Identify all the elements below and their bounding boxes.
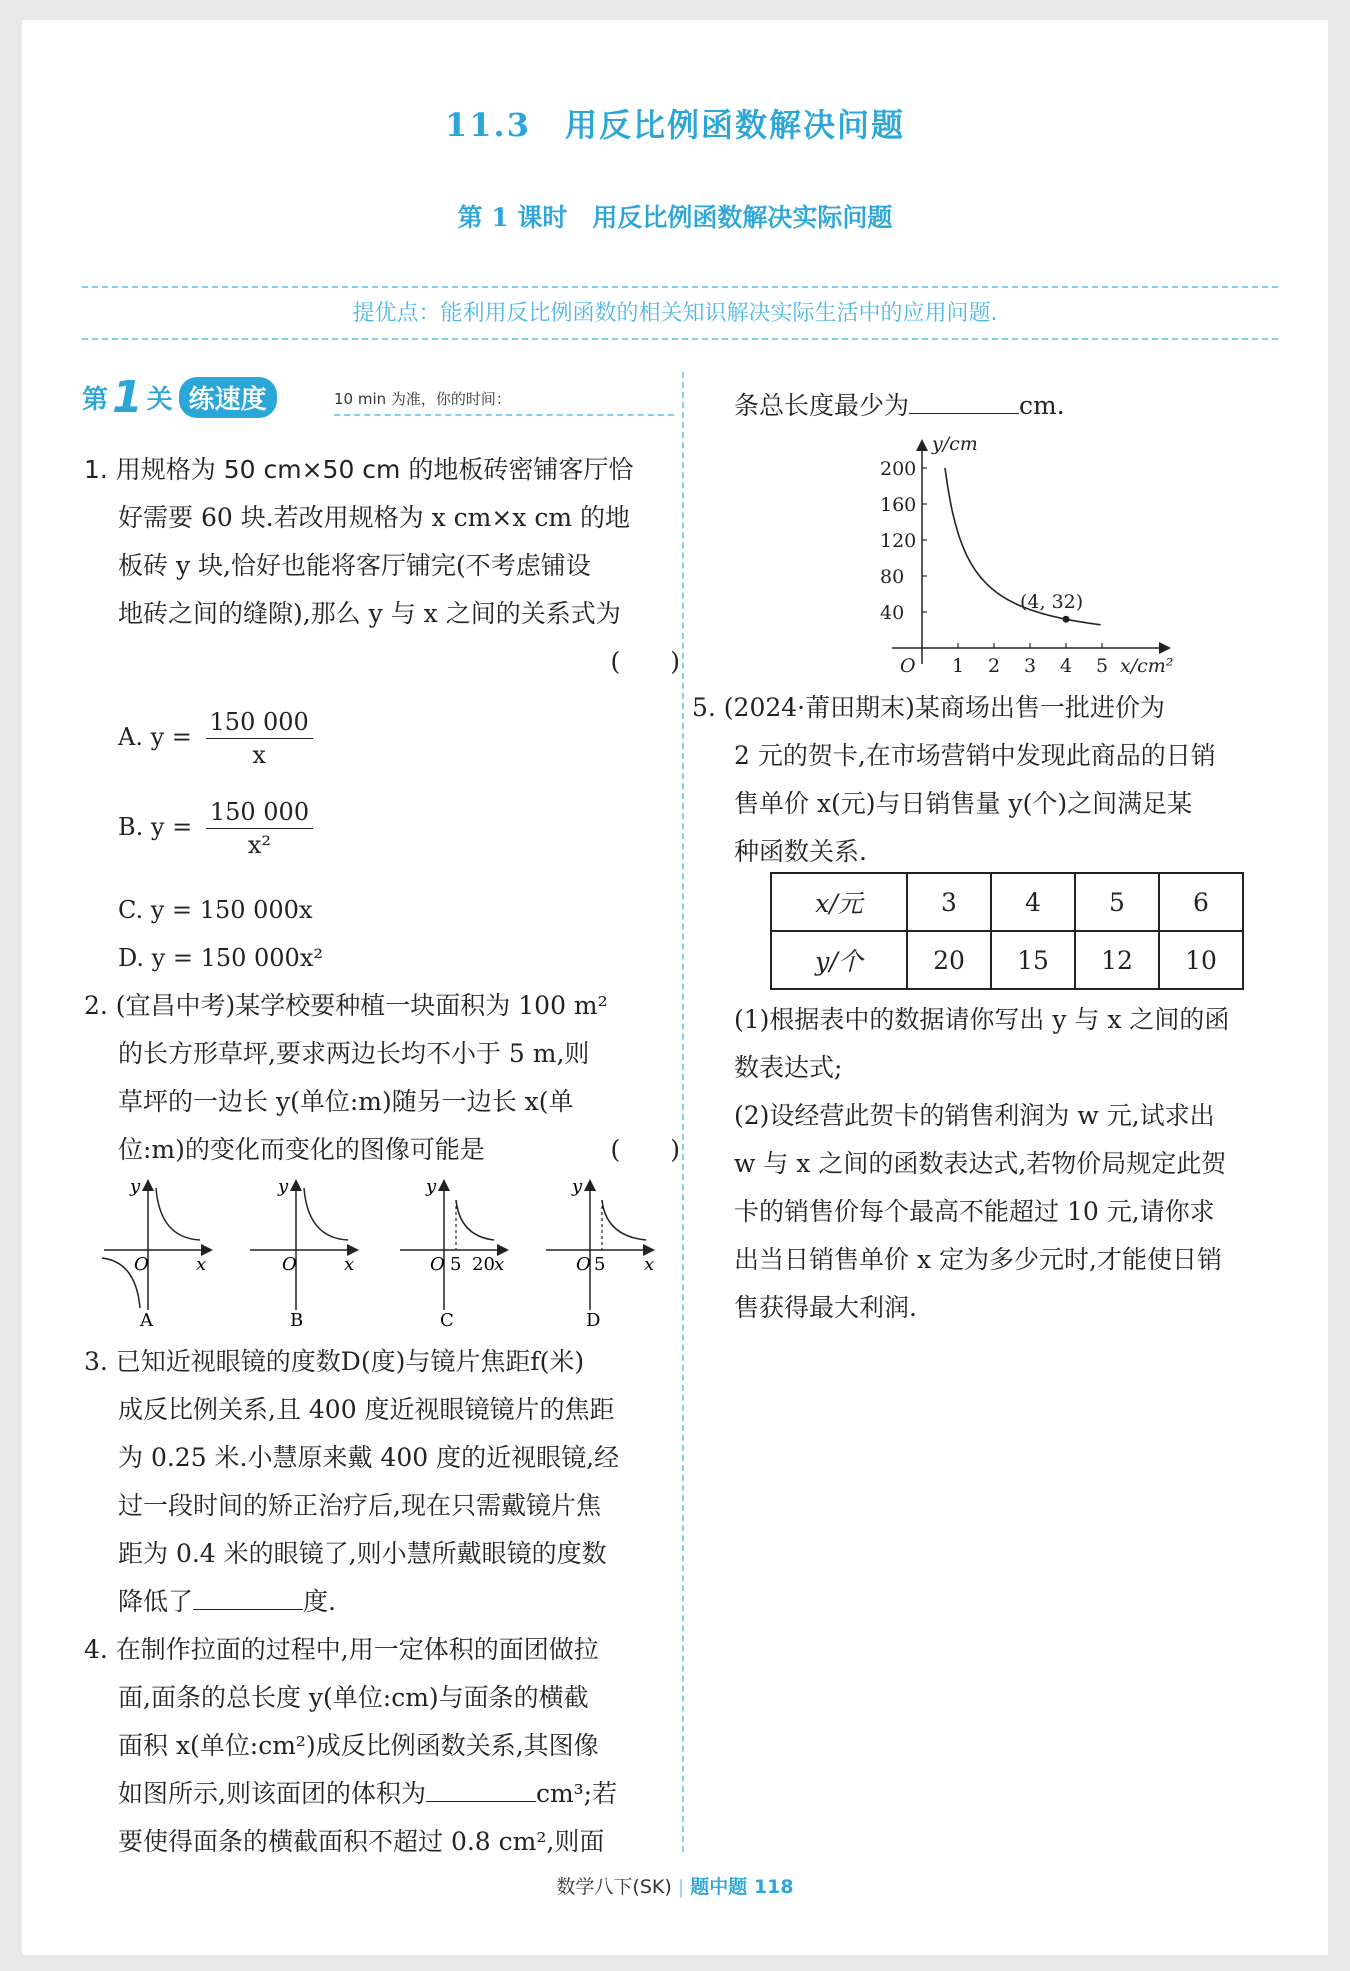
- graph-b-x: x: [344, 1254, 355, 1275]
- x-tick-label: 5: [1096, 655, 1109, 677]
- graph-b-o: O: [282, 1254, 297, 1275]
- y-tick-label: 80: [880, 566, 905, 588]
- graph-d-y: y: [572, 1176, 583, 1197]
- chart-point-label: (4, 32): [1020, 591, 1084, 613]
- graph-a-y: y: [130, 1176, 141, 1197]
- q2-graphs: [100, 1170, 680, 1330]
- q4-line-4: [84, 1770, 684, 1818]
- x-tick-label: 2: [988, 655, 1001, 677]
- q1-answer-paren: ( ): [610, 647, 680, 676]
- q4-cont-post: cm.: [1019, 391, 1065, 420]
- q5-sub-line: 售获得最大利润.: [734, 1293, 917, 1322]
- graph-c: [400, 1176, 506, 1330]
- graph-c-o: O: [430, 1254, 445, 1275]
- question-5: [692, 684, 1312, 876]
- graph-d-o: O: [576, 1254, 591, 1275]
- table-cell: 10: [1159, 931, 1243, 989]
- q4-cont-pre: 条总长度最少为: [734, 391, 910, 420]
- q1-line: 好需要 60 块.若改用规格为 x cm×x cm 的地: [118, 503, 631, 532]
- q5-line: 2 元的贺卡,在市场营销中发现此商品的日销: [734, 741, 1216, 770]
- q4-volume-blank[interactable]: [426, 1777, 536, 1802]
- graph-a-label: A: [140, 1310, 153, 1330]
- option-c: C. y = 150 000x: [118, 896, 313, 924]
- graph-c-tick-5: 5: [450, 1254, 462, 1275]
- table-row: [771, 931, 1243, 989]
- graph-b-y: y: [278, 1176, 289, 1197]
- y-tick-label: 120: [880, 530, 917, 552]
- q4-line4-post: cm³;若: [535, 1779, 618, 1808]
- option-d: D. y = 150 000x²: [118, 944, 323, 972]
- numerator: 150 000: [206, 796, 313, 829]
- q5-sub-line: 出当日销售单价 x 定为多少元时,才能使日销: [734, 1245, 1222, 1274]
- q4-chart: [862, 428, 1202, 678]
- option-a-fraction: [206, 706, 313, 771]
- question-1: [84, 446, 684, 686]
- y-tick-label: 40: [880, 602, 905, 624]
- data-point: [1063, 616, 1070, 623]
- q5-subquestions: [734, 996, 1314, 1332]
- time-note: 10 min 为准，你的时间：: [334, 390, 511, 408]
- question-4: [84, 1626, 684, 1866]
- graph-d-label: D: [586, 1310, 601, 1330]
- q4-line: 面,面条的总长度 y(单位:cm)与面条的横截: [118, 1683, 589, 1712]
- y-tick-label: 160: [880, 494, 917, 516]
- q3-line: 3. 已知近视眼镜的度数D(度)与镜片焦距f(米): [84, 1347, 585, 1376]
- q1-line: 板砖 y 块,恰好也能将客厅铺完(不考虑铺设: [118, 551, 591, 580]
- option-b-fraction: [206, 796, 313, 861]
- table-cell: x/元: [771, 873, 907, 931]
- q4-line: 4. 在制作拉面的过程中,用一定体积的面团做拉: [84, 1635, 599, 1664]
- graph-a: [102, 1176, 210, 1330]
- page-footer: 数学八下(SK) | 题中题 118: [556, 1876, 794, 1898]
- x-tick-label: 3: [1024, 655, 1037, 677]
- table-cell: 12: [1075, 931, 1159, 989]
- graph-b: [250, 1176, 356, 1330]
- option-a: [118, 706, 313, 771]
- q3-last-post: 度.: [303, 1587, 336, 1616]
- stage-badge: 练速度: [179, 377, 277, 418]
- table-cell: 6: [1159, 873, 1243, 931]
- q5-sub-line: w 与 x 之间的函数表达式,若物价局规定此贺: [734, 1149, 1227, 1178]
- table-cell: 4: [991, 873, 1075, 931]
- graph-d-x: x: [644, 1254, 655, 1275]
- stage-heading: [82, 372, 277, 422]
- y-tick-label: 200: [880, 458, 917, 480]
- stage-prefix: 第: [82, 384, 109, 415]
- x-tick-label: 4: [1060, 655, 1073, 677]
- q5-sub-line: 数表达式;: [734, 1053, 843, 1082]
- q3-line: 为 0.25 米.小慧原来戴 400 度的近视眼镜,经: [118, 1443, 620, 1472]
- q5-line: 5. (2024·莆田期末)某商场出售一批进价为: [692, 693, 1165, 722]
- graph-c-x: x: [494, 1254, 505, 1275]
- denominator: x²: [247, 831, 272, 859]
- q5-sub-line: (2)设经营此贺卡的销售利润为 w 元,试求出: [734, 1101, 1215, 1130]
- q5-sub-line: 卡的销售价每个最高不能超过 10 元,请你求: [734, 1197, 1215, 1226]
- q2-line: 草坪的一边长 y(单位:m)随另一边长 x(单: [118, 1087, 574, 1116]
- q5-sub-line: (1)根据表中的数据请你写出 y 与 x 之间的函: [734, 1005, 1230, 1034]
- q4-line4-pre: 如图所示,则该面团的体积为: [118, 1779, 426, 1808]
- table-row: [771, 873, 1243, 931]
- graph-d-tick-5: 5: [594, 1254, 606, 1275]
- chart-origin: O: [900, 655, 916, 677]
- graph-d: [546, 1176, 654, 1330]
- option-a-label: A. y =: [118, 723, 192, 751]
- option-b-label: B. y =: [118, 813, 193, 841]
- q4-line: 面积 x(单位:cm²)成反比例函数关系,其图像: [118, 1731, 599, 1760]
- chart-ylabel: y/cm: [932, 433, 978, 455]
- graph-c-y: y: [426, 1176, 437, 1197]
- footer-book: 数学八下(SK): [556, 1876, 672, 1898]
- q3-line: 成反比例关系,且 400 度近视眼镜镜片的焦距: [118, 1395, 615, 1424]
- table-cell: 20: [907, 931, 991, 989]
- q1-line: 地砖之间的缝隙),那么 y 与 x 之间的关系式为: [118, 599, 621, 628]
- graph-b-label: B: [290, 1310, 304, 1330]
- q4-length-blank[interactable]: [909, 389, 1019, 414]
- q3-last-line: [84, 1578, 684, 1626]
- q5-table: [770, 872, 1244, 990]
- question-2: [84, 982, 684, 1174]
- chart-xlabel: x/cm²: [1120, 655, 1174, 677]
- q2-line: 2. (宜昌中考)某学校要种植一块面积为 100 m²: [84, 991, 608, 1020]
- table-cell: 5: [1075, 873, 1159, 931]
- q5-line: 种函数关系.: [734, 837, 867, 866]
- denominator: x: [252, 741, 266, 769]
- stage-number: 1: [112, 371, 143, 423]
- q2-answer-paren: ( ): [610, 1135, 680, 1164]
- graph-a-o: O: [134, 1254, 149, 1275]
- graph-c-label: C: [440, 1310, 454, 1330]
- table-cell: 3: [907, 873, 991, 931]
- page: [22, 20, 1328, 1955]
- q4-line: 要使得面条的横截面积不超过 0.8 cm²,则面: [118, 1827, 605, 1856]
- tip-text: 提优点：能利用反比例函数的相关知识解决实际生活中的应用问题.: [352, 301, 998, 326]
- q4-continuation: [734, 382, 1294, 430]
- q2-line: [84, 1126, 684, 1174]
- lesson-subtitle: 第 1 课时 用反比例函数解决实际问题: [457, 203, 893, 232]
- q3-line: 距为 0.4 米的眼镜了,则小慧所戴眼镜的度数: [118, 1539, 607, 1568]
- option-b: [118, 796, 313, 861]
- footer-page: 题中题 118: [690, 1876, 794, 1898]
- q3-answer-blank[interactable]: [193, 1585, 303, 1610]
- time-note-line: [334, 414, 674, 416]
- q2-line-text: 位:m)的变化而变化的图像可能是: [118, 1135, 485, 1164]
- q1-line: 1. 用规格为 50 cm×50 cm 的地板砖密铺客厅恰: [84, 455, 634, 484]
- divider-bottom: [82, 338, 1278, 340]
- table-cell: 15: [991, 931, 1075, 989]
- table-cell: y/个: [771, 931, 907, 989]
- q5-line: 售单价 x(元)与日销售量 y(个)之间满足某: [734, 789, 1193, 818]
- graph-a-x: x: [196, 1254, 207, 1275]
- q3-last-pre: 降低了: [118, 1587, 194, 1616]
- q3-line: 过一段时间的矫正治疗后,现在只需戴镜片焦: [118, 1491, 601, 1520]
- question-3: [84, 1338, 684, 1626]
- divider-top: [82, 286, 1278, 288]
- x-tick-label: 1: [952, 655, 965, 677]
- stage-suffix: 关: [146, 384, 173, 415]
- graph-c-tick-20: 20: [472, 1254, 495, 1275]
- section-title: 11.3 用反比例函数解决问题: [445, 106, 905, 144]
- q2-line: 的长方形草坪,要求两边长均不小于 5 m,则: [118, 1039, 590, 1068]
- numerator: 150 000: [206, 706, 313, 739]
